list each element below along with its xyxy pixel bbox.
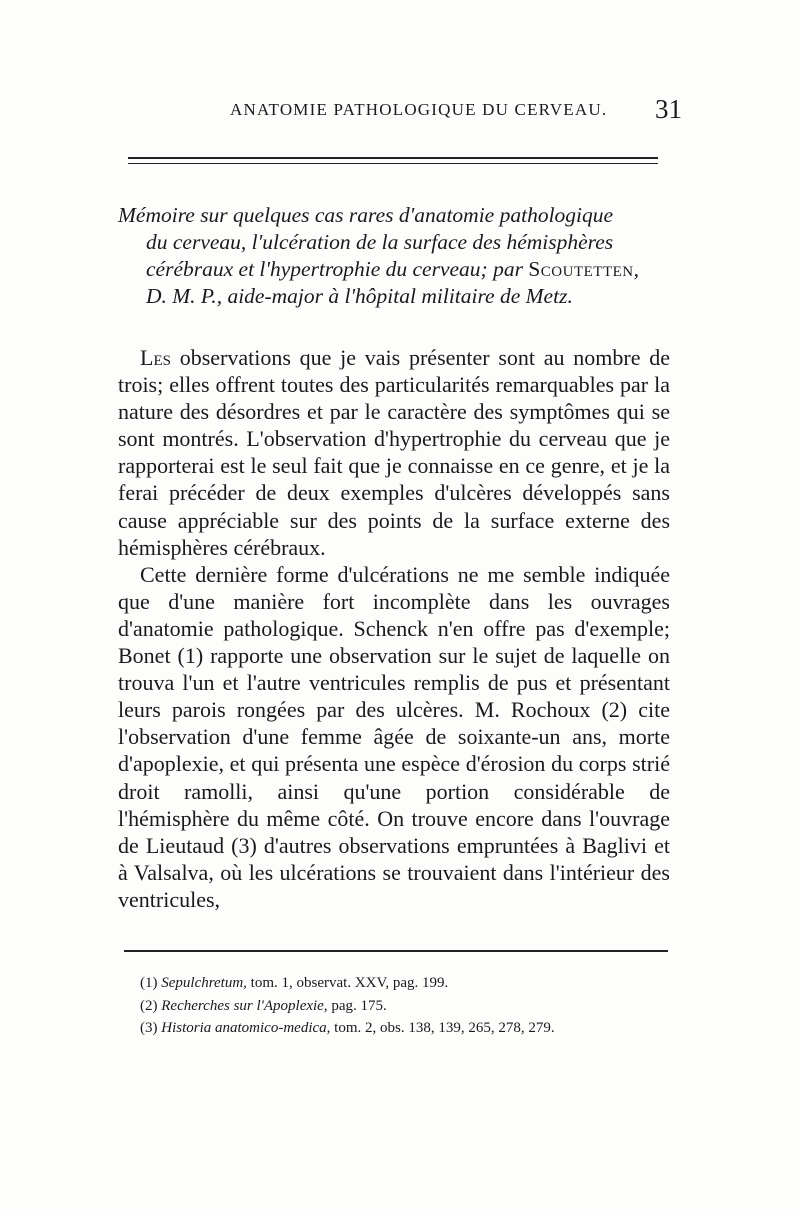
running-head (120, 94, 682, 128)
title-line-3: cérébraux et l'hypertrophie du cerveau; par Scoutetten, (146, 257, 639, 281)
footnote-rule (124, 950, 668, 952)
footnote-3 (140, 1017, 680, 1040)
footnote-2-detail: , pag. 175. (323, 997, 387, 1014)
paragraph-2 (118, 561, 670, 913)
footnote-1-mark: (1) (140, 975, 158, 991)
title-line-1: Mémoire sur quelques cas rares d'anatomie pathologique (118, 203, 614, 227)
footnote-1-detail: , tom. 1, observat. XXV, pag. 199. (243, 975, 449, 991)
author-degree: D. M. P. (146, 284, 217, 308)
footnote-2-source: Recherches sur l'Apoplexie (161, 997, 324, 1014)
title-line-4 (118, 283, 688, 310)
footnote-2-mark: (2) (140, 997, 158, 1014)
paragraph-1 (118, 344, 670, 561)
title-line-2: du cerveau, l'ulcération de la surface des hémisphères (146, 230, 614, 254)
paragraph-1-text: observations que je vais présenter sont au nombre de trois; elles offrent toutes des particularités remarquables par la nature des désordres et par le caractère des symptômes qui se sont montrés. L'observation d'hypertrophie du cerveau que je rapporterai est le seul fait que je connaisse en ce genre, et je la ferai précéder de deux exemples d'ulcères développés sans cause appréciable sur des points de la surface externe des hémisphères cérébraux. (118, 345, 670, 560)
author-name: Scoutetten (528, 257, 634, 281)
footnote-1-source: Sepulchretum (161, 975, 244, 991)
article-body (118, 344, 670, 913)
footnote-2 (140, 995, 680, 1018)
author-affiliation: , aide-major à l'hôpital militaire de Metz. (216, 284, 573, 308)
header-rule (128, 157, 658, 164)
footnote-1 (140, 972, 680, 995)
title-line-3-text: cérébraux et l'hypertrophie du cerveau; par (146, 257, 523, 281)
footnote-3-source: Historia anatomico-medica (161, 1020, 327, 1036)
page-number: 31 (655, 94, 682, 124)
article-title (118, 202, 688, 310)
footnote-3-detail: , tom. 2, obs. 138, 139, 265, 278, 279. (326, 1020, 555, 1036)
paragraph-2-text: Cette dernière forme d'ulcérations ne me semble indiquée que d'une manière fort incomplète dans les ouvrages d'anatomie pathologique. Schenck n'en offre pas d'exemple; Bonet (1) rapporte une observation sur le sujet de laquelle on trouva l'un et l'autre ventricules remplis de pus et présentant leurs parois rongées par des ulcères. M. Rochoux (2) cite l'observation d'une femme âgée de soixante-un ans, morte d'apoplexie, et qui présenta une espèce d'érosion du corps strié droit ramolli, ainsi qu'une portion considérable de l'hémisphère du même côté. On trouve encore dans l'ouvrage de Lieutaud (3) d'autres observations empruntées à Baglivi et à Valsalva, où les ulcérations se trouvaient dans l'intérieur des ventricules, (118, 561, 670, 912)
footnotes (140, 972, 680, 1040)
paragraph-1-first-word: Les (140, 345, 171, 370)
footnote-3-mark: (3) (140, 1020, 158, 1036)
running-title: ANATOMIE PATHOLOGIQUE DU CERVEAU. (230, 100, 608, 119)
